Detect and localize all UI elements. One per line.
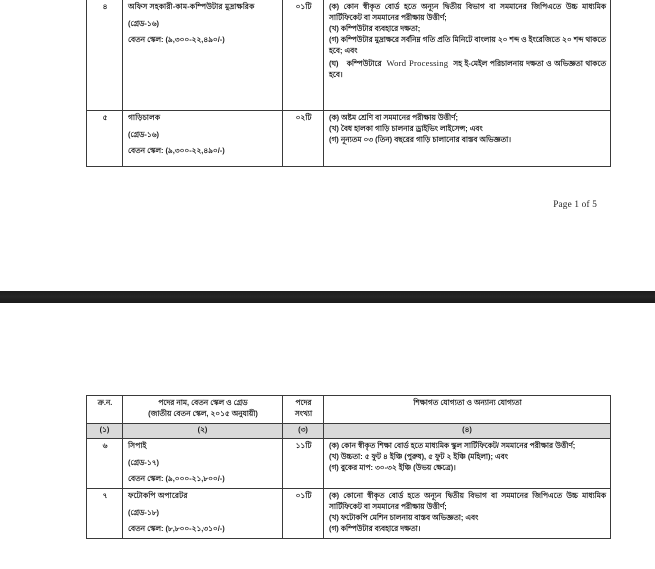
qualification-item: (খ) ফটোকপি মেশিন চালনায় বাস্তব অভিজ্ঞতা; এবং: [329, 512, 479, 522]
row-serial-number: ৪: [87, 0, 123, 111]
qualification-item: (ক) কোনো স্বীকৃত বোর্ড হতে অন্যূন দ্বিতীয় বিভাগ বা সমমানের জিপিএতে উচ্চ মাধ্যমিক সার্টিফিকেট বা সমমানের পরীক্ষায় উত্তীর্ণ;: [329, 490, 606, 511]
row-serial-number: ৭: [87, 488, 123, 538]
row-vacancy-count: ০১টি: [283, 0, 324, 111]
post-pay-scale: বেতন স্কেল: (৯,৩০০-২২,৪৯০/-): [128, 34, 225, 44]
row-serial-number: ৬: [87, 438, 123, 488]
qualification-item: (গ) কম্পিউটার ব্যবহারে দক্ষতা।: [329, 523, 421, 533]
table-row: [87, 438, 611, 488]
row-qualifications: [324, 488, 611, 538]
qualification-bangla-before: কম্পিউটারে: [346, 58, 382, 68]
qualification-item: (গ) বুকের মাপ: ৩০-৩২ ইঞ্চি (উভয় ক্ষেত্রে)।: [329, 462, 456, 472]
row-post-details: [123, 488, 283, 538]
row-qualifications: [324, 438, 611, 488]
qualification-item: (গ) কম্পিউটার মুদ্রাক্ষরে সর্বনিম্ন গতি প্রতি মিনিটে বাংলায় ২০ শব্দ ও ইংরেজিতে ২০ শব্দ থাকতে হবে; এবং: [329, 34, 606, 55]
header-serial: ক্র.ন.: [87, 396, 123, 424]
table-row: [87, 488, 611, 538]
qualification-english-term: Word Processing: [386, 57, 449, 68]
column-number-4: (৪): [324, 423, 611, 438]
row-serial-number: ৫: [87, 111, 123, 167]
table-header-row: [87, 396, 611, 424]
post-name: গাড়িচালক: [128, 113, 161, 122]
row-post-details: [123, 438, 283, 488]
table-row: [87, 111, 611, 167]
header-qualification: শিক্ষাগত যোগ্যতা ও অন্যান্য যোগ্যতা: [324, 396, 611, 424]
post-name: ফটোকপি অপারেটর: [128, 490, 188, 500]
post-grade: (গ্রেড-১৬): [128, 129, 159, 139]
row-vacancy-count: ০১টি: [283, 488, 324, 538]
scanned-page-two: [0, 303, 655, 569]
column-number-2: (২): [123, 423, 283, 438]
header-vacancy-line1: পদের: [295, 398, 312, 407]
column-number-1: (১): [87, 423, 123, 438]
header-post-line2: (জাতীয় বেতন স্কেল, ২০১৫ অনুযায়ী): [148, 408, 258, 418]
table-column-numbering-row: [87, 423, 611, 438]
qualification-item: (ক) কোন স্বীকৃত শিক্ষা বোর্ড হতে মাধ্যমিক স্কুল সার্টিফিকেট/ সমমানের পরীক্ষার উত্তীর্ণ;: [329, 440, 576, 450]
row-qualifications: [324, 111, 611, 167]
row-post-details: [123, 111, 283, 167]
post-grade: (গ্রেড-১৭): [128, 457, 159, 467]
post-name: সিপাই: [128, 440, 147, 450]
header-post-details: [123, 396, 283, 424]
post-name: অফিস সহকারী-কাম-কম্পিউটার মুদ্রাক্ষরিক: [128, 2, 255, 11]
post-pay-scale: বেতন স্কেল: (৯,৩০০-২২,৪৯০/-): [128, 145, 225, 155]
row-post-details: [123, 0, 283, 111]
row-vacancy-count: ১১টি: [283, 438, 324, 488]
column-number-3: (৩): [283, 423, 324, 438]
header-vacancy-line2: সংখ্যা: [294, 408, 313, 418]
qualification-bangla-after: সহ ই-মেইল পরিচালনায় দক্ষতা ও অভিজ্ঞতা থাকতে হবে।: [329, 58, 606, 79]
qualification-marker: (ঘ): [329, 58, 339, 68]
qualification-item: (ক) কোন স্বীকৃত বোর্ড হতে অন্যূন দ্বিতীয় বিভাগ বা সমমানের জিপিএতে উচ্চ মাধ্যমিক সার্টিফিকেট বা সমমানের পরীক্ষায় উত্তীর্ণ;: [329, 2, 606, 22]
post-grade: (গ্রেড-১৬): [128, 18, 159, 28]
page-separator-band: [0, 291, 655, 303]
qualification-item: (খ) উচ্চতা: ৫ ফুট ৪ ইঞ্চি (পুরুষ), ৫ ফুট ২ ইঞ্চি (মহিলা); এবং: [329, 451, 508, 461]
row-qualifications: [324, 0, 611, 111]
header-vacancy: [283, 396, 324, 424]
header-post-line1: পদের নাম, বেতন স্কেল ও গ্রেড: [158, 398, 248, 407]
row-vacancy-count: ০২টি: [283, 111, 324, 167]
post-grade: (গ্রেড-১৮): [128, 507, 159, 517]
post-pay-scale: বেতন স্কেল: (৯,০০০-২১,৮০০/-): [128, 473, 225, 483]
qualification-item: (খ) বৈধ হালকা গাড়ি চালনার ড্রাইভিং লাইসেন্স; এবং: [329, 123, 483, 133]
qualification-item-mixed-script: [329, 57, 606, 81]
job-table-page-two: [86, 395, 611, 539]
post-pay-scale: বেতন স্কেল: (৮,৮০০-২১,৩১০/-): [128, 523, 225, 533]
job-table-page-one: [86, 0, 611, 167]
qualification-item: (খ) কম্পিউটার ব্যবহারে দক্ষতা;: [329, 23, 421, 33]
table-row: [87, 0, 611, 111]
page-number-footer: Page 1 of 5: [553, 199, 597, 209]
qualification-item: (ক) অষ্টম শ্রেণি বা সমমানের পরীক্ষায় উত্তীর্ণ;: [329, 113, 459, 122]
qualification-item: (গ) নূন্যতম ০৩ (তিন) বছরের গাড়ি চালানোর বাস্তব অভিজ্ঞতা।: [329, 134, 511, 144]
